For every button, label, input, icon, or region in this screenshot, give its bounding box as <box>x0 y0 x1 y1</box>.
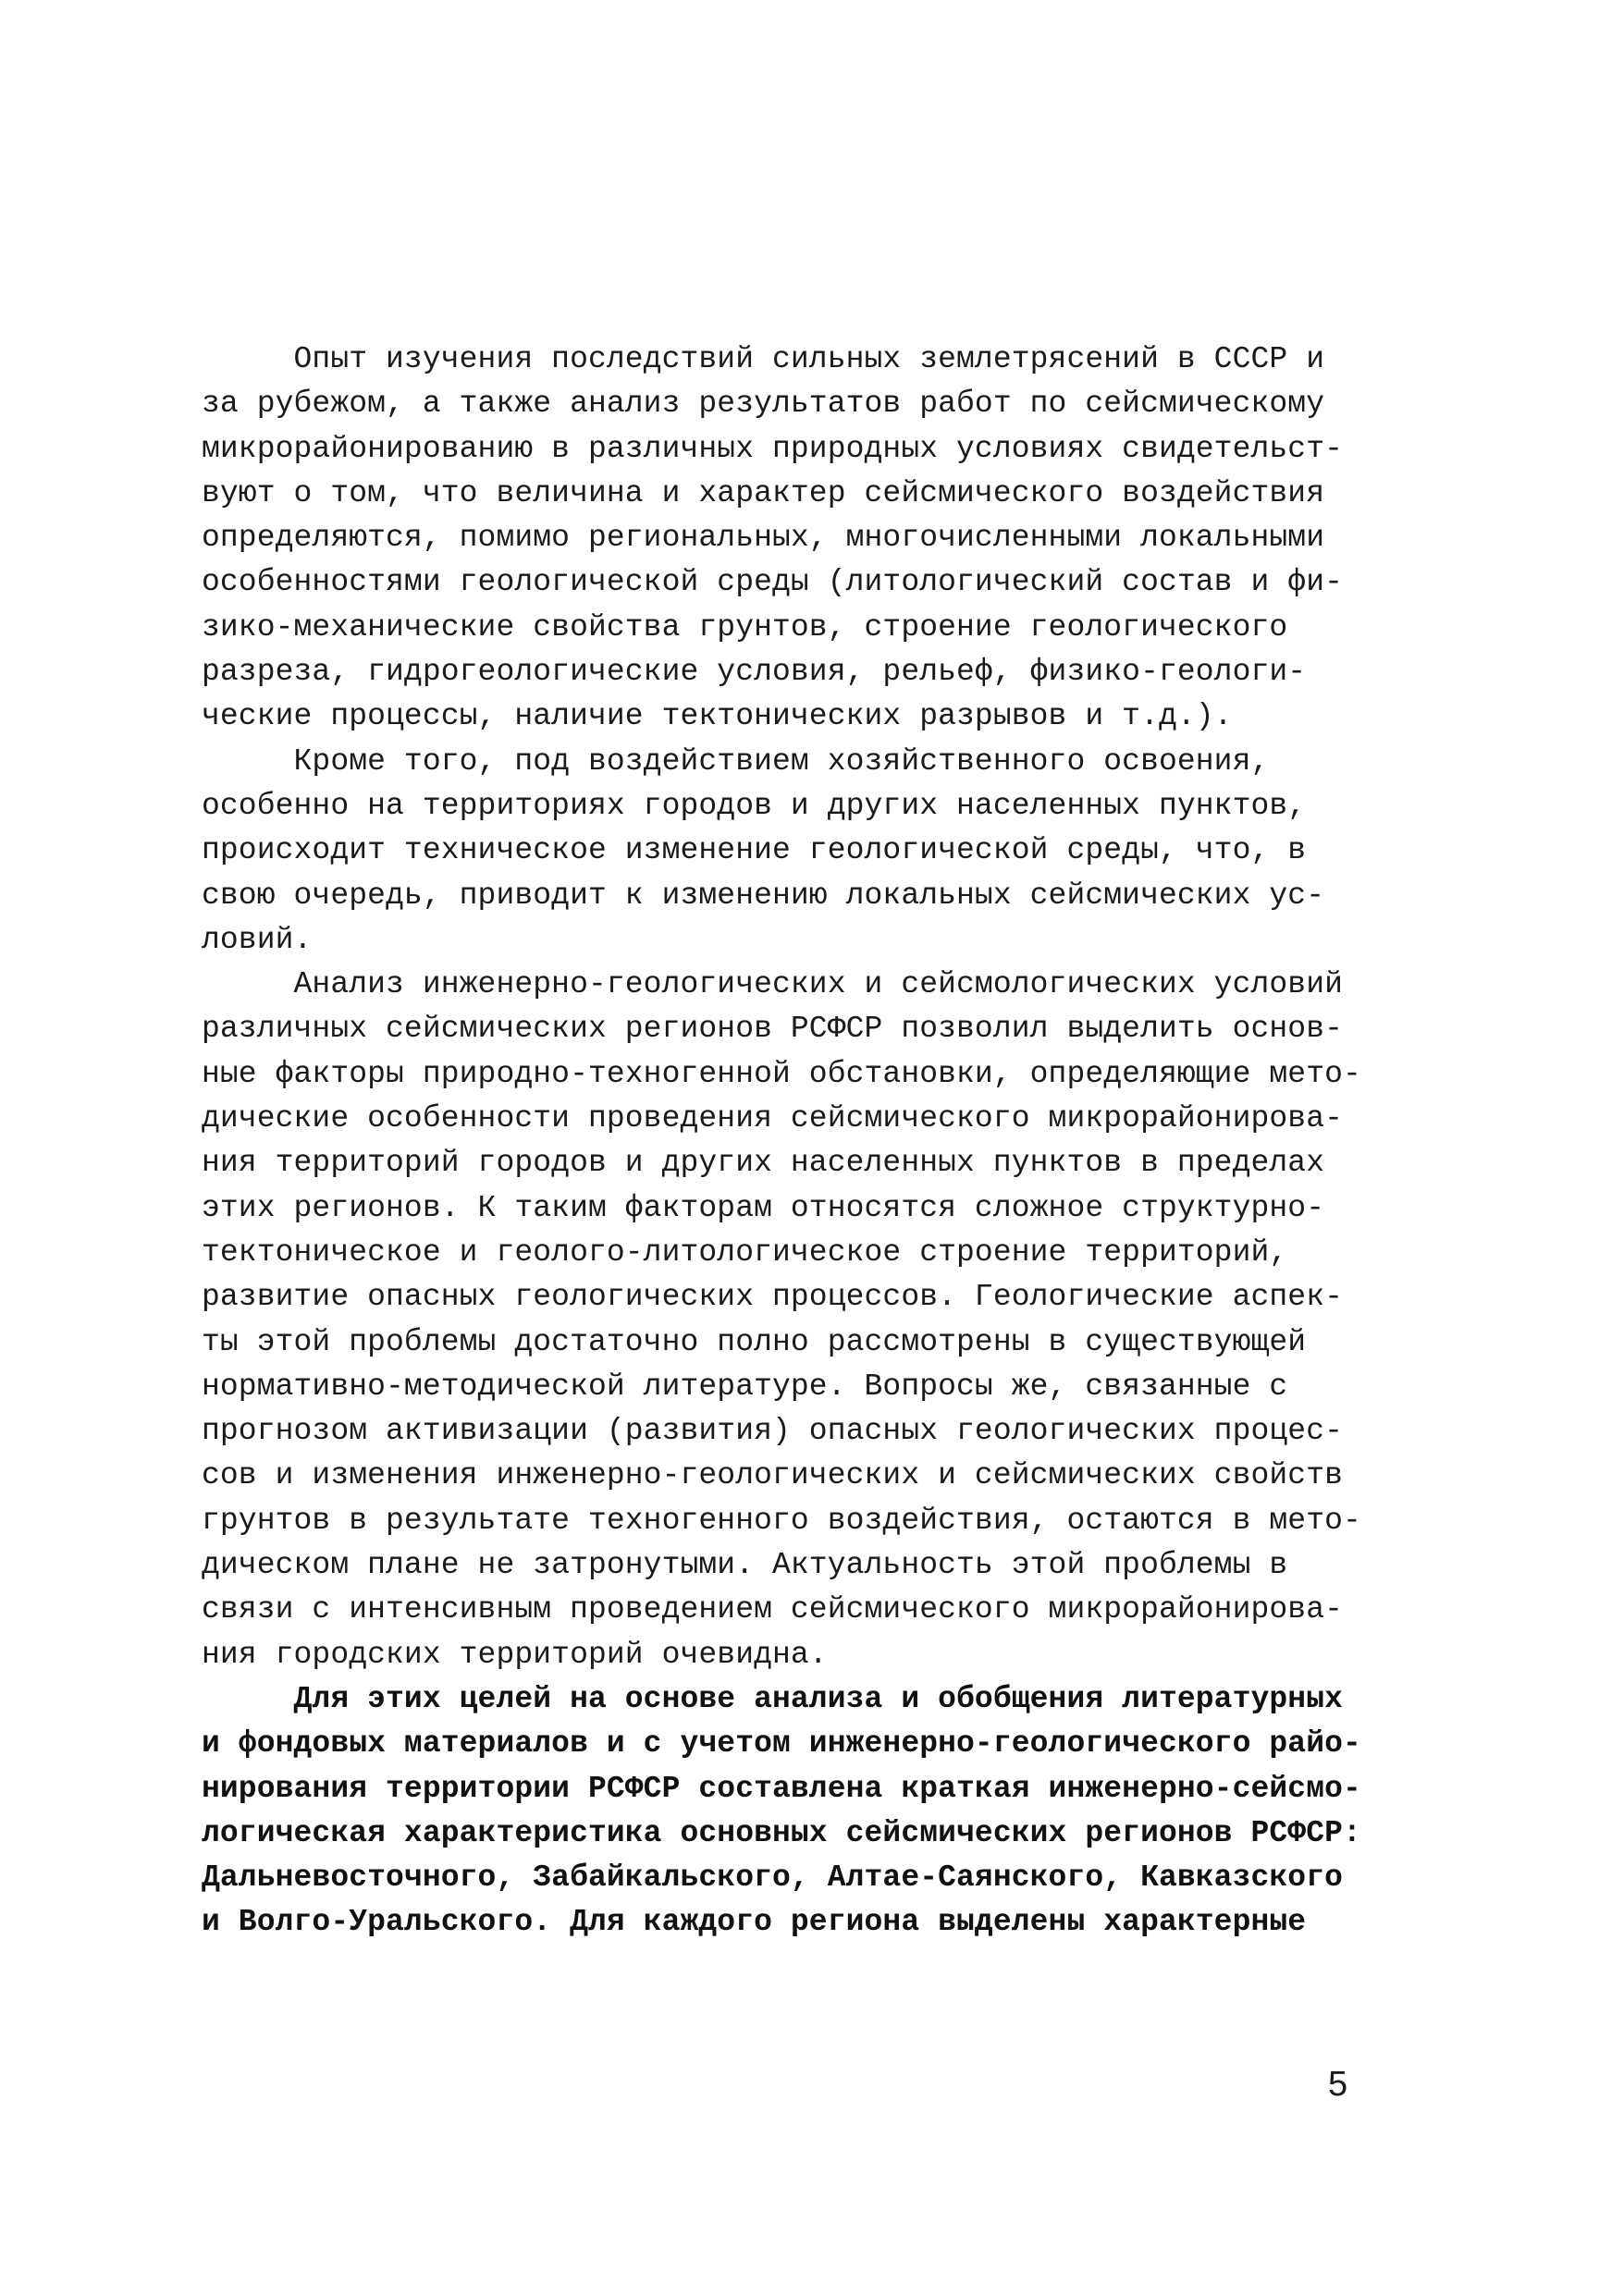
paragraph-1 <box>202 338 1404 740</box>
text-line: Для этих целей на основе анализа и обобщения литературных <box>202 1681 1343 1716</box>
text-line: ческие процессы, наличие тектонических разрывов и т.д.). <box>202 699 1233 734</box>
text-line: ния городских территорий очевидна. <box>202 1637 828 1672</box>
text-line: разреза, гидрогеологические условия, рельеф, физико-геологи- <box>202 655 1307 690</box>
text-line: ты этой проблемы достаточно полно рассмотрены в существующей <box>202 1324 1307 1359</box>
paragraph-3 <box>202 963 1404 1677</box>
text-line: свою очередь, приводит к изменению локальных сейсмических ус- <box>202 878 1325 913</box>
page-number: 5 <box>1328 2065 1348 2104</box>
text-line: происходит техническое изменение геологической среды, что, в <box>202 833 1307 868</box>
text-line: грунтов в результате техногенного воздействия, остаются в мето- <box>202 1503 1361 1538</box>
text-line: Кроме того, под воздействием хозяйственного освоения, <box>202 743 1270 779</box>
text-line: сов и изменения инженерно-геологических и сейсмических свойств <box>202 1458 1343 1493</box>
text-line: логическая характеристика основных сейсмических регионов РСФСР: <box>202 1815 1361 1850</box>
text-line: Опыт изучения последствий сильных землетрясений в СССР и <box>202 342 1325 376</box>
text-line: дическом плане не затронутыми. Актуальность этой проблемы в <box>202 1548 1288 1583</box>
text-line: ные факторы природно-техногенной обстановки, определяющие мето- <box>202 1056 1361 1091</box>
text-line: тектоническое и геолого-литологическое строение территорий, <box>202 1234 1288 1270</box>
text-line: дические особенности проведения сейсмического микрорайонирова- <box>202 1101 1343 1136</box>
text-line: связи с интенсивным проведением сейсмического микрорайонирова- <box>202 1592 1343 1627</box>
text-line: за рубежом, а также анализ результатов работ по сейсмическому <box>202 387 1325 422</box>
text-line: Дальневосточного, Забайкальского, Алтае-Саянского, Кавказского <box>202 1860 1343 1896</box>
text-line: зико-механические свойства грунтов, строение геологического <box>202 609 1288 645</box>
text-line: прогнозом активизации (развития) опасных геологических процес- <box>202 1414 1343 1449</box>
text-line: нормативно-методической литературе. Вопросы же, связанные с <box>202 1369 1288 1404</box>
text-line: различных сейсмических регионов РСФСР позволил выделить основ- <box>202 1012 1343 1047</box>
text-line: и Волго-Уральского. Для каждого региона выделены характерные <box>202 1905 1307 1940</box>
text-line: и фондовых материалов и с учетом инженерно-геологического райо- <box>202 1726 1361 1762</box>
text-line: микрорайонированию в различных природных условиях свидетельст- <box>202 431 1343 466</box>
text-line: особенностями геологической среды (литологический состав и фи- <box>202 565 1343 600</box>
text-line: нирования территории РСФСР составлена краткая инженерно-сейсмо- <box>202 1771 1361 1806</box>
text-line: ловий. <box>202 922 313 957</box>
text-line: развитие опасных геологических процессов. Геологические аспек- <box>202 1280 1343 1315</box>
text-line: вуют о том, что величина и характер сейсмического воздействия <box>202 475 1325 510</box>
text-line: этих регионов. К таким факторам относятся сложное структурно- <box>202 1190 1325 1225</box>
text-line: определяются, помимо региональных, многочисленными локальными <box>202 521 1325 556</box>
paragraph-2 <box>202 740 1404 963</box>
body-text <box>202 338 1404 1946</box>
text-line: ния территорий городов и других населенных пунктов в пределах <box>202 1146 1325 1181</box>
paragraph-4 <box>202 1677 1404 1946</box>
text-line: Анализ инженерно-геологических и сейсмологических условий <box>202 967 1343 1002</box>
text-line: особенно на территориях городов и других населенных пунктов, <box>202 788 1307 823</box>
